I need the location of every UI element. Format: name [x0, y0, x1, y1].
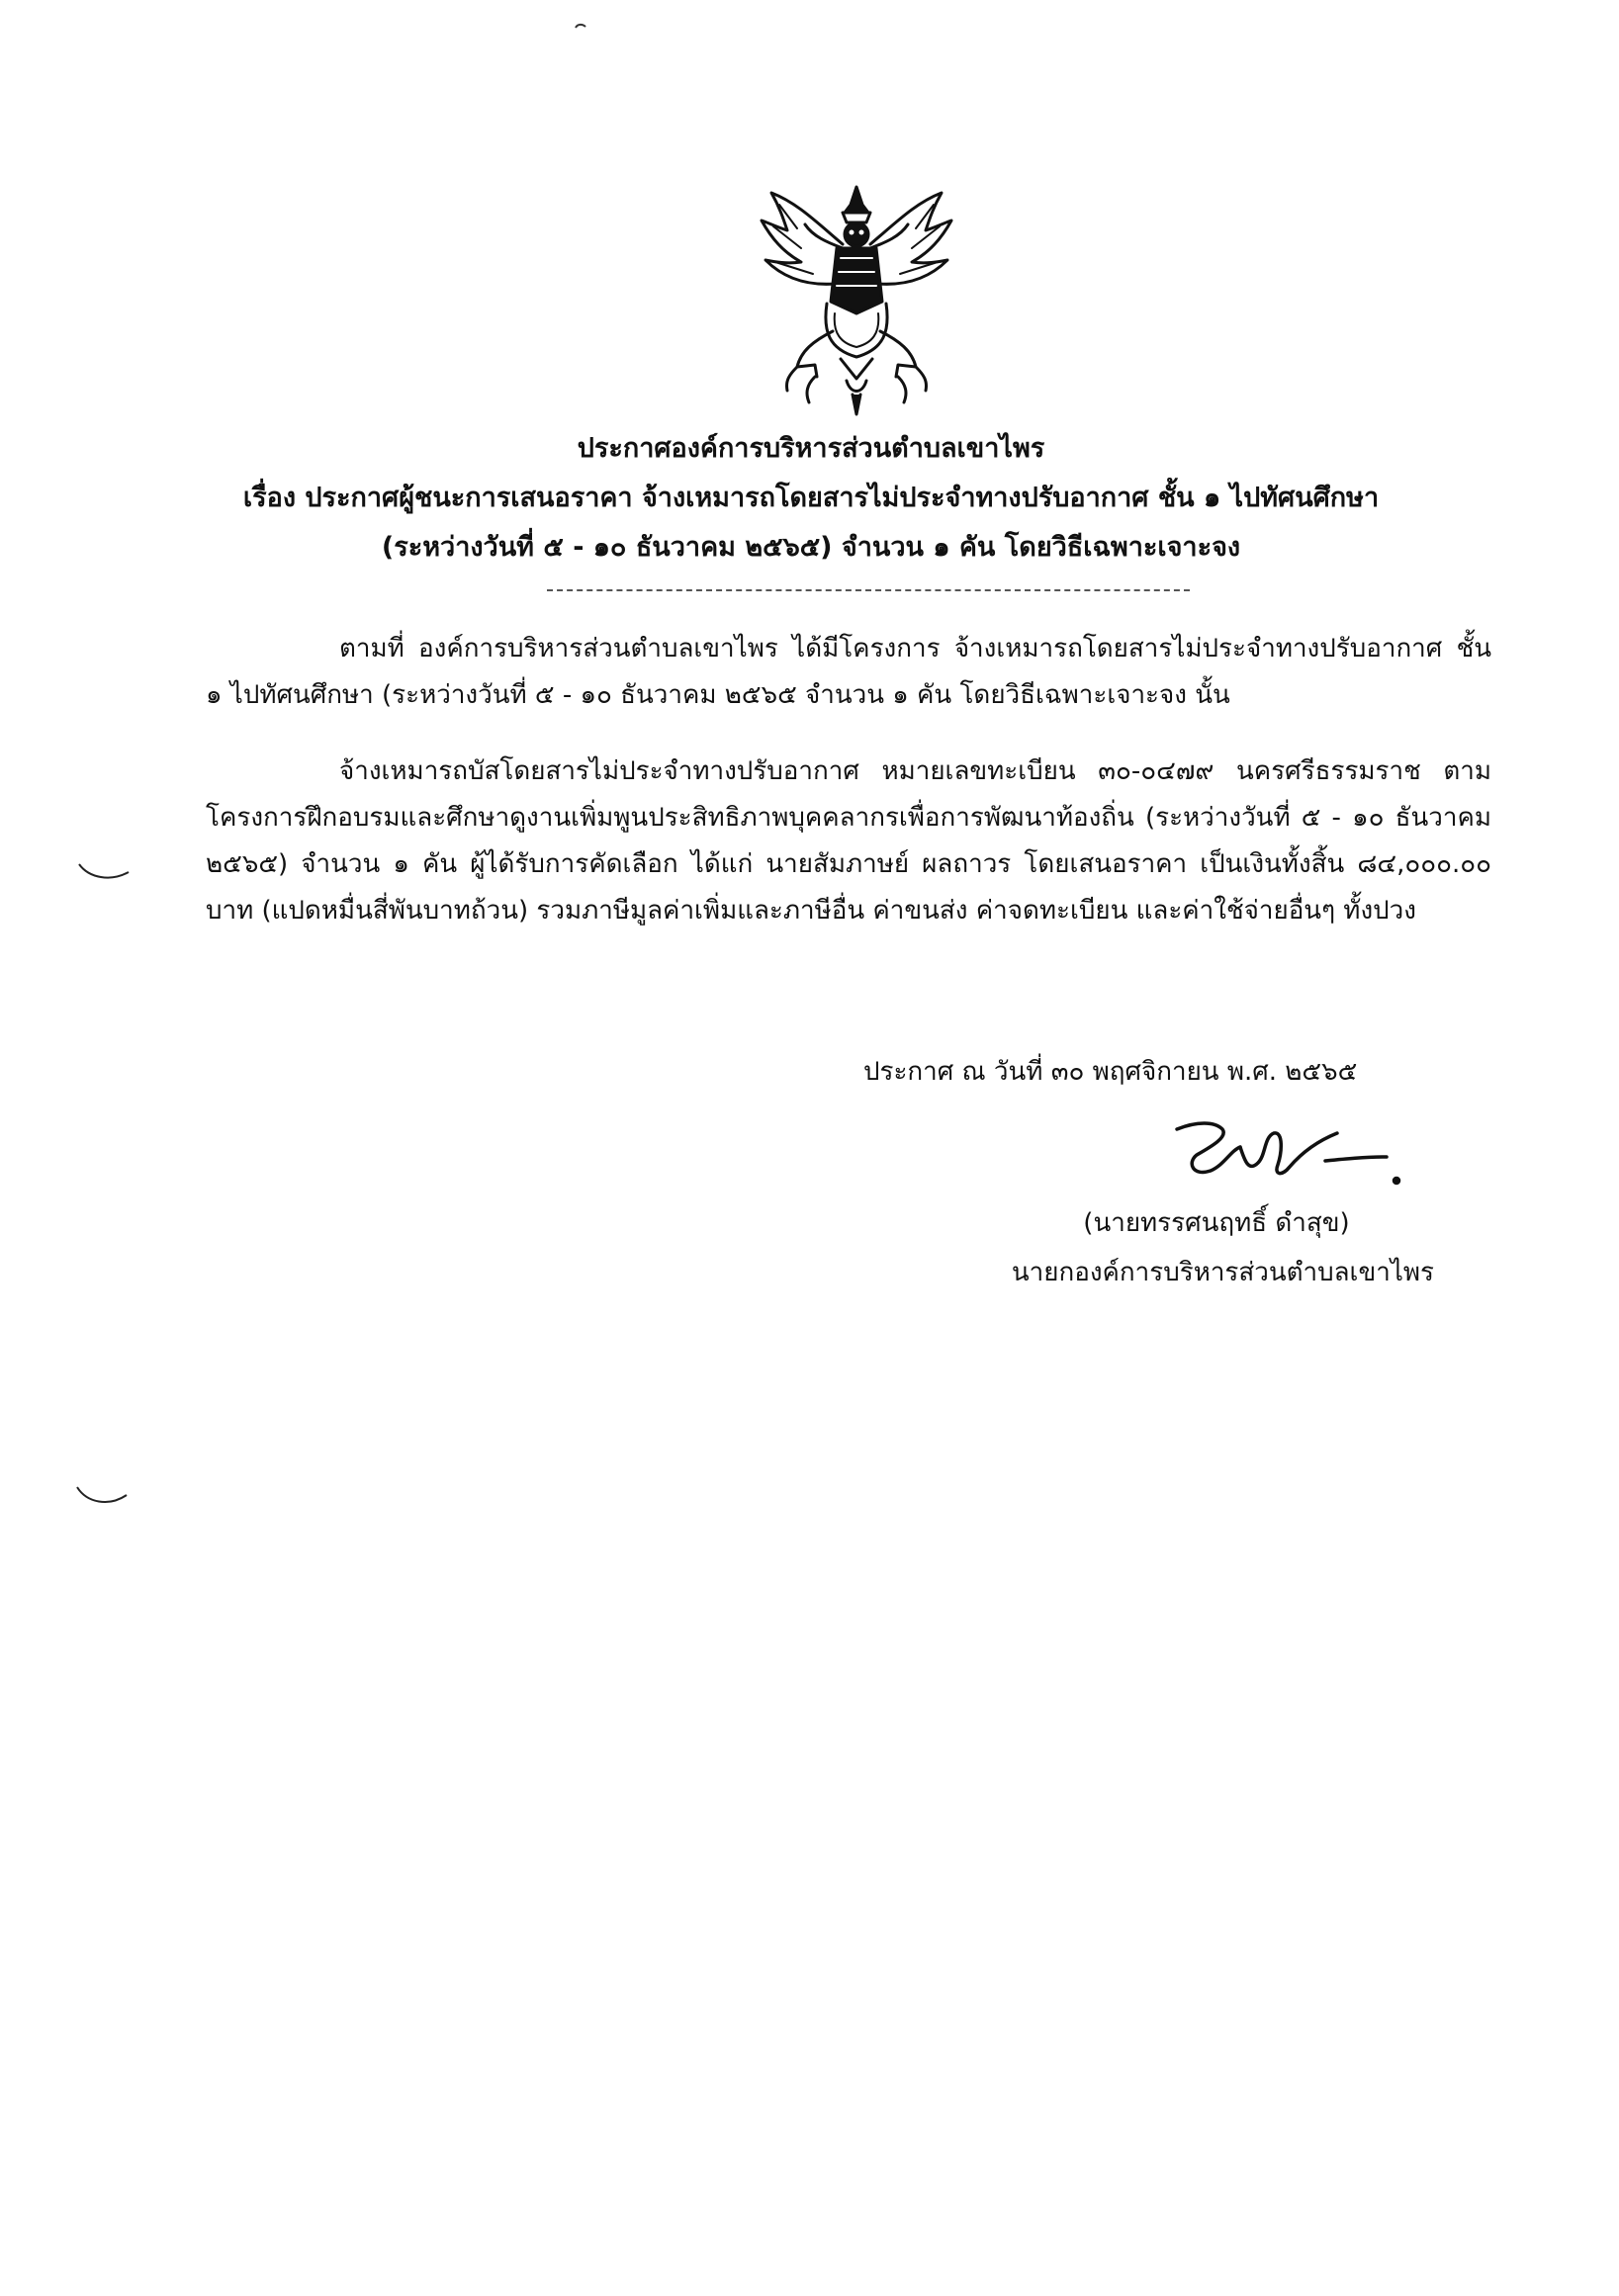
signer-position: นายกองค์การบริหารส่วนตำบลเขาไพร [1011, 1258, 1434, 1287]
garuda-emblem-icon [758, 183, 955, 420]
signer-name: (นายทรรศนฤทธิ์ ดำสุข) [1083, 1208, 1350, 1238]
body-paragraph-2: จ้างเหมารถบัสโดยสารไม่ประจำทางปรับอากาศ หมายเลขทะเบียน ๓๐-๐๔๗๙ นครศรีธรรมราช ตามโครงการฝึกอบรมและศึกษาดูงานเพิ่มพูนประสิทธิภาพบุคคลากรเพื่อการพัฒนาท้องถิ่น (ระหว่างวันที่ ๕ - ๑๐ ธันวาคม ๒๕๖๕) จำนวน ๑ คัน ผู้ได้รับการคัดเลือก ได้แก่ นายสัมภาษย์ ผลถาวร โดยเสนอราคา เป็นเงินทั้งสิ้น ๘๔,๐๐๐.๐๐ บาท (แปดหมื่นสี่พันบาทถ้วน) รวมภาษีมูลค่าเพิ่มและภาษีอื่น ค่าขนส่ง ค่าจดทะเบียน และค่าใช้จ่ายอื่นๆ ทั้งปวง [206, 756, 1491, 926]
document-title: ประกาศองค์การบริหารส่วนตำบลเขาไพร [577, 433, 1045, 464]
body-paragraph-1: ตามที่ องค์การบริหารส่วนตำบลเขาไพร ได้มีโครงการ จ้างเหมารถโดยสารไม่ประจำทางปรับอากาศ ชั้น ๑ ไปทัศนศึกษา (ระหว่างวันที่ ๕ - ๑๐ ธันวาคม ๒๕๖๕ จำนวน ๑ คัน โดยวิธีเฉพาะเจาะจง นั้น [206, 634, 1491, 710]
signature-image [1167, 1107, 1404, 1196]
dashed-divider [547, 589, 1190, 591]
punch-mark-upper [77, 860, 133, 884]
document-subject-line-2: (ระหว่างวันที่ ๕ - ๑๐ ธันวาคม ๒๕๖๕) จำนวน ๑ คัน โดยวิธีเฉพาะเจาะจง [381, 532, 1241, 563]
scan-mark-top [574, 22, 587, 32]
document-subject-line-1: เรื่อง ประกาศผู้ชนะการเสนอราคา จ้างเหมารถโดยสารไม่ประจำทางปรับอากาศ ชั้น ๑ ไปทัศนศึกษา [242, 483, 1380, 513]
punch-mark-lower [75, 1483, 131, 1509]
announce-date: ประกาศ ณ วันที่ ๓๐ พฤศจิกายน พ.ศ. ๒๕๖๕ [863, 1057, 1358, 1087]
